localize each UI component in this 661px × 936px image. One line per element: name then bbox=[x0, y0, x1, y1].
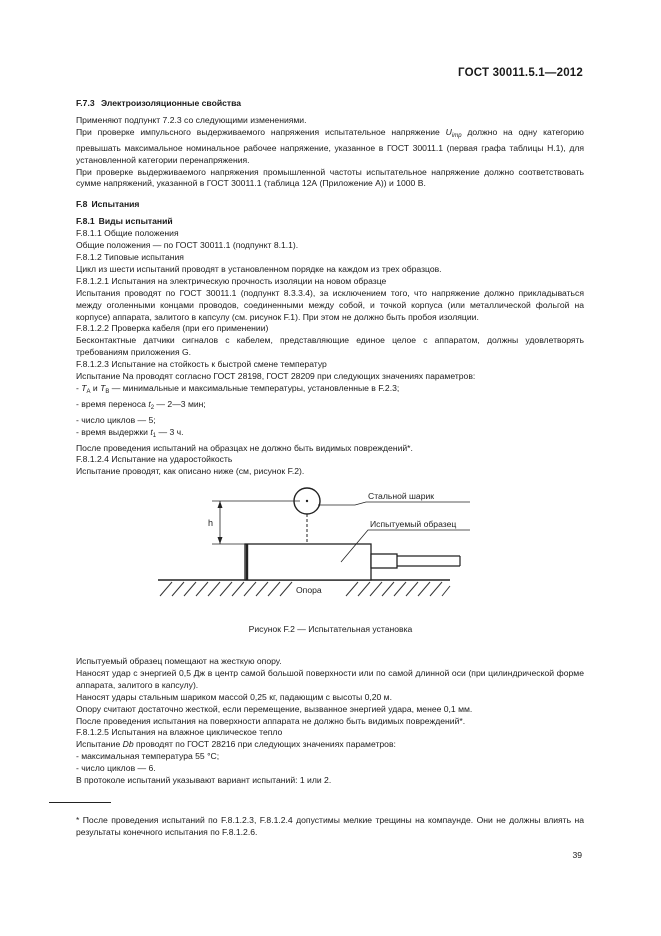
paragraph: После проведения испытания на поверхности аппарата не должно быть видимых повреждений*. bbox=[76, 715, 466, 726]
list-item: - время переноса $t_2$ — 2—3 мин; bbox=[76, 398, 206, 411]
footnote-rule bbox=[49, 802, 111, 803]
paragraph: После проведения испытаний на образцах не должно быть видимых повреждений*. bbox=[76, 442, 413, 453]
sample-label: Испытуемый образец bbox=[370, 519, 457, 529]
paragraph: При проверке импульсного выдерживаемого напряжения испытательное напряжение $U_{imp}$ должно на одну категорию превышать максимальное номинальное рабочее напряжение, указанное в ГОСТ 30011.1 (первая графа таблицы Н.1), для установленной категории перенапряжения. bbox=[76, 126, 584, 165]
paragraph: Испытуемый образец помещают на жесткую опору. bbox=[76, 656, 282, 666]
subsection-heading-f81: F.8.1 Виды испытаний bbox=[76, 216, 173, 227]
paragraph: Бесконтактные датчики сигналов с кабелем, представляющие единое целое с аппаратом, должны удовлетворять требованиям приложения G. bbox=[76, 335, 584, 358]
paragraph: Наносят удары стальным шариком массой 0,25 кг, падающим с высоты 0,20 м. bbox=[76, 691, 392, 702]
paragraph: F.8.1.2.2 Проверка кабеля (при его применении) bbox=[76, 323, 269, 334]
test-setup-figure bbox=[150, 478, 490, 608]
paragraph: F.8.1.2.5 Испытания на влажное циклическое тепло bbox=[76, 727, 283, 738]
paragraph: F.8.1.2.1 Испытания на электрическую прочность изоляции на новом образце bbox=[76, 275, 387, 286]
ball-label: Стальной шарик bbox=[368, 491, 435, 501]
figure-caption: Рисунок F.2 — Испытательная установка bbox=[248, 624, 413, 634]
section-heading-f8: F.8 Испытания bbox=[76, 199, 140, 210]
cable-sleeve bbox=[371, 554, 397, 568]
main-text-block bbox=[76, 94, 584, 478]
footnote bbox=[76, 815, 584, 839]
list-item: - число циклов — 6. bbox=[76, 763, 156, 774]
paragraph: Наносят удар с энергией 0,5 Дж в центр самой большой поверхности или по самой длинной оси (при цилиндрической форме аппарата, залитого в капсулу). bbox=[76, 667, 584, 690]
post-figure-text bbox=[76, 656, 584, 787]
height-label: h bbox=[208, 518, 214, 528]
paragraph: Испытания проводят по ГОСТ 30011.1 (подпункт 8.3.3.4), за исключением того, что напряжение должно прикладываться между оголенными концами проводов, соединенными между собой, и точкой корпуса (или металлической фольгой на корпусе) аппарата, залитого в капсулу (см. рисунок F.1). При этом не должно быть пробоя изоляции. bbox=[76, 287, 584, 322]
paragraph: Общие положения — по ГОСТ 30011.1 (подпункт 8.1.1). bbox=[76, 240, 299, 251]
paragraph: F.8.1.2 Типовые испытания bbox=[76, 251, 184, 262]
paragraph: F.8.1.2.3 Испытание на стойкость к быстрой смене температур bbox=[76, 359, 327, 370]
paragraph: Применяют подпункт 7.2.3 со следующими изменениями. bbox=[76, 114, 307, 125]
list-item: - время выдержки $t_1$ — 3 ч. bbox=[76, 426, 184, 439]
footnote-text: * После проведения испытаний по F.8.1.2.3, F.8.1.2.4 допустимы мелкие трещины на компаунде. Они не должны влиять на результаты конечного испытания по F.8.1.2.6. bbox=[76, 815, 584, 837]
paragraph: В протоколе испытаний указывают вариант испытаний: 1 или 2. bbox=[76, 775, 332, 786]
heading-text: Электроизоляционные свойства bbox=[101, 98, 242, 108]
paragraph: Цикл из шести испытаний проводят в установленном порядке на каждом из трех образцов. bbox=[76, 263, 442, 274]
paragraph: Испытание проводят, как описано ниже (см, рисунок F.2). bbox=[76, 466, 305, 477]
paragraph: Опору считают достаточно жесткой, если перемещение, вызванное энергией удара, менее 0,1 мм. bbox=[76, 703, 473, 714]
paragraph: При проверке выдерживаемого напряжения промышленной частоты испытательное напряжение должно соответствовать сумме напряжений, указанной в ГОСТ 30011.1 (таблица 12А (Приложение А)) и 1000 В. bbox=[76, 166, 584, 189]
paragraph: F.8.1.1 Общие положения bbox=[76, 228, 179, 239]
ball-leader bbox=[318, 502, 470, 505]
list-item: - число циклов — 5; bbox=[76, 414, 156, 425]
document-header: ГОСТ 30011.5.1—2012 bbox=[458, 67, 583, 79]
paragraph: F.8.1.2.4 Испытание на ударостойкость bbox=[76, 454, 233, 465]
heading-number: F.7.3 bbox=[76, 98, 95, 108]
section-heading-f73 bbox=[76, 98, 584, 110]
page-number: 39 bbox=[572, 850, 582, 860]
list-item: - $T_A$ и $T_B$ — минимальные и максимальные температуры, установленные в F.2.3; bbox=[76, 382, 400, 395]
paragraph: Испытание Db проводят по ГОСТ 28216 при следующих значениях параметров: bbox=[76, 739, 396, 750]
paragraph: Испытание Na проводят согласно ГОСТ 28198, ГОСТ 28209 при следующих значениях параметров: bbox=[76, 371, 476, 382]
list-item: - максимальная температура 55 °С; bbox=[76, 751, 220, 762]
support-label: Опора bbox=[296, 585, 322, 595]
